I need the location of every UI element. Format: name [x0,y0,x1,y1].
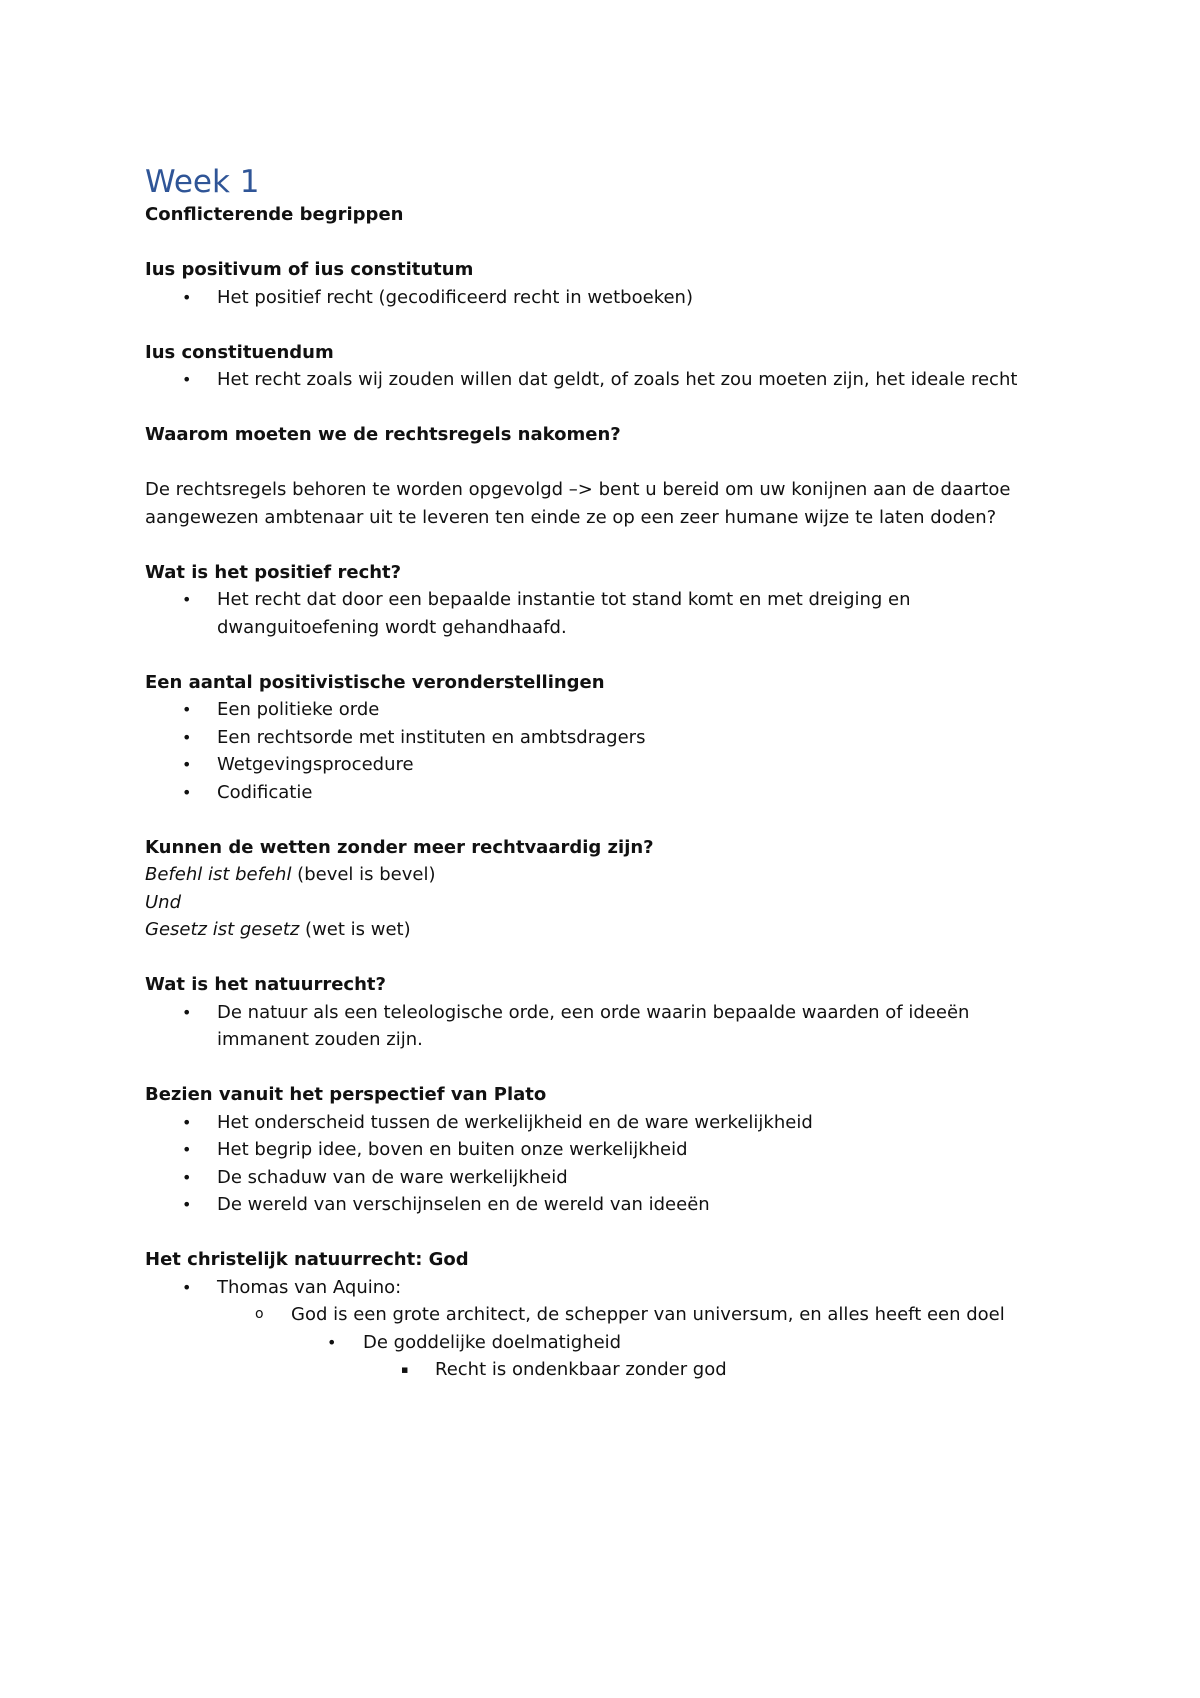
bullet-icon: • [182,1002,192,1022]
list-item-continuation: dwanguitoefening wordt gehandhaafd. [217,616,567,638]
list-item: • Wetgevingsprocedure [145,751,1075,779]
spacer [145,806,1075,834]
bullet-icon: • [182,1277,192,1297]
list-item: • De wereld van verschijnselen en de wereld van ideeën [145,1191,1075,1219]
spacer [145,944,1075,972]
spacer [145,394,1075,422]
bullet-icon: • [327,1332,337,1352]
paragraph-line: Befehl ist befehl (bevel is bevel) [145,864,436,885]
heading-rechtvaardig: Kunnen de wetten zonder meer rechtvaardig zijn? [145,836,654,858]
list-item: • Het begrip idee, boven en buiten onze werkelijkheid [145,1136,1075,1164]
paragraph-line: Gesetz ist gesetz (wet is wet) [145,919,411,940]
paragraph-line: De rechtsregels behoren te worden opgevolgd –> bent u bereid om uw konijnen aan de daartoe [145,479,1011,500]
document-content [145,163,1075,1384]
heading-ius-positivum: Ius positivum of ius constitutum [145,259,474,280]
heading-natuurrecht: Wat is het natuurrecht? [145,974,386,995]
list-item-level-2: o God is een grote architect, de schepper van universum, en alles heeft een doel [145,1301,1075,1329]
bullet-icon: • [182,1140,192,1159]
bullet-icon: • [182,1167,192,1187]
bullet-icon: • [182,700,192,719]
list-item: • Thomas van Aquino: [145,1274,1075,1302]
list-item: • Het positief recht (gecodificeerd recht in wetboeken) [145,284,1075,312]
spacer [145,449,1075,477]
bullet-icon: • [182,1195,192,1214]
list-item: • Het recht zoals wij zouden willen dat geldt, of zoals het zou moeten zijn, het ideale recht [145,366,1075,394]
list-item: • De schaduw van de ware werkelijkheid [145,1164,1075,1192]
list-item: • Een rechtsorde met instituten en ambtsdragers [145,724,1075,752]
spacer [145,229,1075,257]
spacer [145,311,1075,339]
page-title: Week 1 [145,164,260,200]
heading-positief-recht: Wat is het positief recht? [145,561,402,583]
bullet-icon: • [182,1112,192,1132]
list-item-continuation: immanent zouden zijn. [217,1029,423,1050]
spacer [145,531,1075,559]
bullet-icon: • [182,755,192,774]
circle-bullet-icon: o [255,1306,264,1322]
list-item: • Het onderscheid tussen de werkelijkheid en de ware werkelijkheid [145,1109,1075,1137]
spacer [145,641,1075,669]
list-item: • Het recht dat door een bepaalde instantie tot stand komt en met dreiging en [145,586,1075,614]
bullet-icon: • [182,782,192,802]
heading-positivistische: Een aantal positivistische veronderstellingen [145,671,605,693]
heading-waarom: Waarom moeten we de rechtsregels nakomen? [145,424,621,445]
bullet-icon: • [182,727,192,747]
heading-plato: Bezien vanuit het perspectief van Plato [145,1084,547,1105]
spacer [145,1054,1075,1082]
square-bullet-icon: ▪ [401,1363,409,1376]
heading-christelijk: Het christelijk natuurrecht: God [145,1249,469,1270]
bullet-icon: • [182,590,192,609]
paragraph-line: aangewezen ambtenaar uit te leveren ten einde ze op een zeer humane wijze te laten doden? [145,506,997,528]
list-item: • De natuur als een teleologische orde, een orde waarin bepaalde waarden of ideeën [145,999,1075,1027]
subtitle: Conflicterende begrippen [145,204,404,225]
list-item: • Een politieke orde [145,696,1075,724]
list-item-level-4: ▪ Recht is ondenkbaar zonder god [145,1356,1075,1384]
bullet-icon: • [182,287,192,307]
bullet-icon: • [182,370,192,389]
heading-ius-constituendum: Ius constituendum [145,341,334,363]
spacer [145,1219,1075,1247]
paragraph-line: Und [145,891,182,913]
list-item-level-3: • De goddelijke doelmatigheid [145,1329,1075,1357]
list-item: • Codificatie [145,779,1075,807]
